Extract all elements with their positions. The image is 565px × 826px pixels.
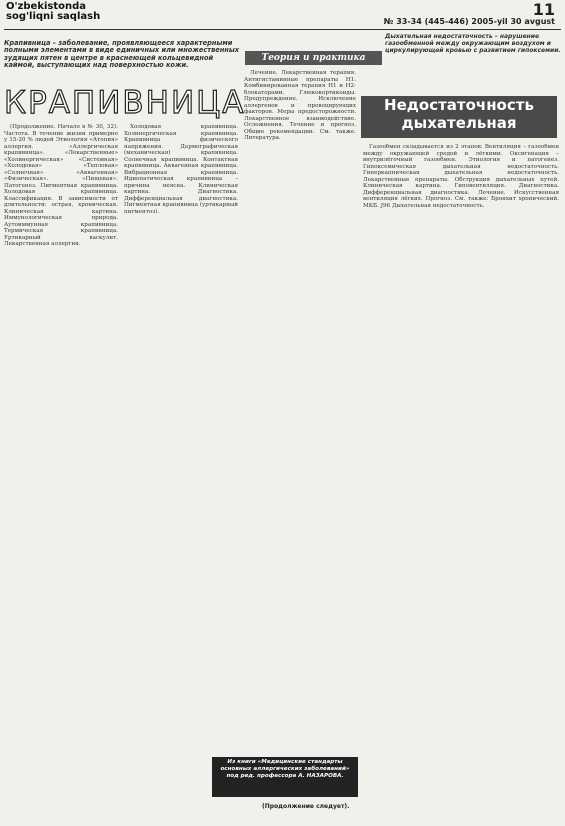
- mid-column: [244, 70, 356, 750]
- header-rule: [4, 29, 561, 30]
- right-column-text: Газообмен складывается из 2 этапов: Вентиляция – газообмен между окружающей средой и лёгкими. Оксигенация – внутрилёгочный газообмен. Этиология и патогенез. Гипоксемическая дыхательная недостаточность. Гиперкапническая дыхательная недостаточность. Лекарственные препараты. Обструкция дыхательных путей. Клиническая картина. Гиповентиляция. Диагностика. Дифференциальная диагностика. Лечение. Искусственная вентиляция лёгких. Прогноз. См. также: Бронхит хронический. МКБ. J96 Дыхательная недостаточность.: [363, 144, 559, 209]
- issue-line: № 33-34 (445-446) 2005-yil 30 avgust: [383, 17, 555, 26]
- masthead-line1: O'zbekistonda: [6, 1, 87, 12]
- mid-column-text: Лечение. Лекарственная терапия. Антигистаминные препараты H1. Комбинированная терапия H1 и H2-блокаторами. Глюкокортикоиды. Предупреждение. Исключение аллергенов и провоцирующих факторов. Меры предосторожности. Лекарственное взаимодействие. Осложнения. Течение и прогноз. Общие рекомендации. См. также. Литература.: [244, 70, 356, 141]
- right-article-intro: Дыхательная недостаточность – нарушение газообменной между окружающим воздухом и циркулирующей кровью с развитием гипоксемии.: [385, 33, 561, 54]
- article-lead: Крапивница – заболевание, проявляющееся характерными полными элементами в виде единичных или множественных зудящих пятен в центре в краснеющей кольцевидной каймой, выступающих над поверхностью кожи.: [4, 39, 240, 70]
- source-note-box: Из книги «Медицинские стандарты основных аллергических заболеваний» под ред. профессора А. НАЗАРОВА.: [212, 757, 358, 797]
- page-header: [0, 0, 565, 30]
- article-column-2: [124, 124, 238, 814]
- column-1-text: (Продолжение. Начало в № 30, 32). Частота. В течение жизни примерно у 15-20 % людей Этиология «Атопия» аллергия. «Аллергическая крапивница». «Лекарственные» «Холинергическая» «Системная» «Холодовая» «Тепловая» «Солнечная» «Аквагенная» «Физическая». «Пищевая». Патогенез. Пигментная крапивница. Холодовая крапивница. Классификация. В зависимости от длительности: острая, хроническая. Клиническая картина. Иммунологическая природа. Аутоиммунная крапивница. Термическая крапивница. Уртикарный васкулит. Лекарственная аллергия.: [4, 124, 118, 247]
- section-banner: Теория и практика: [245, 51, 382, 65]
- masthead-line2: sog'liqni saqlash: [6, 11, 101, 22]
- continuation-note: (Продолжение следует).: [262, 803, 350, 810]
- article-column-1: [4, 124, 118, 814]
- right-article-column: [363, 144, 559, 814]
- article-title-respiratory: Недостаточность дыхательная: [361, 96, 557, 138]
- column-2-text: Холодовая крапивница. Холинергическая крапивница. Крапивница физического напряжения. Дермографическая (механическая) крапивница. Солнечная крапивница. Контактная крапивница. Аквагенная крапивница. Вибрационная крапивница. Идиопатическая крапивница – причина неясна. Клиническая картина. Диагностика. Дифференциальная диагностика. Пигментная крапивница (уртикарный пигментоз).: [124, 124, 238, 215]
- article-title-urticaria: КРАПИВНИЦА: [4, 85, 246, 121]
- page-number: 11: [532, 0, 555, 19]
